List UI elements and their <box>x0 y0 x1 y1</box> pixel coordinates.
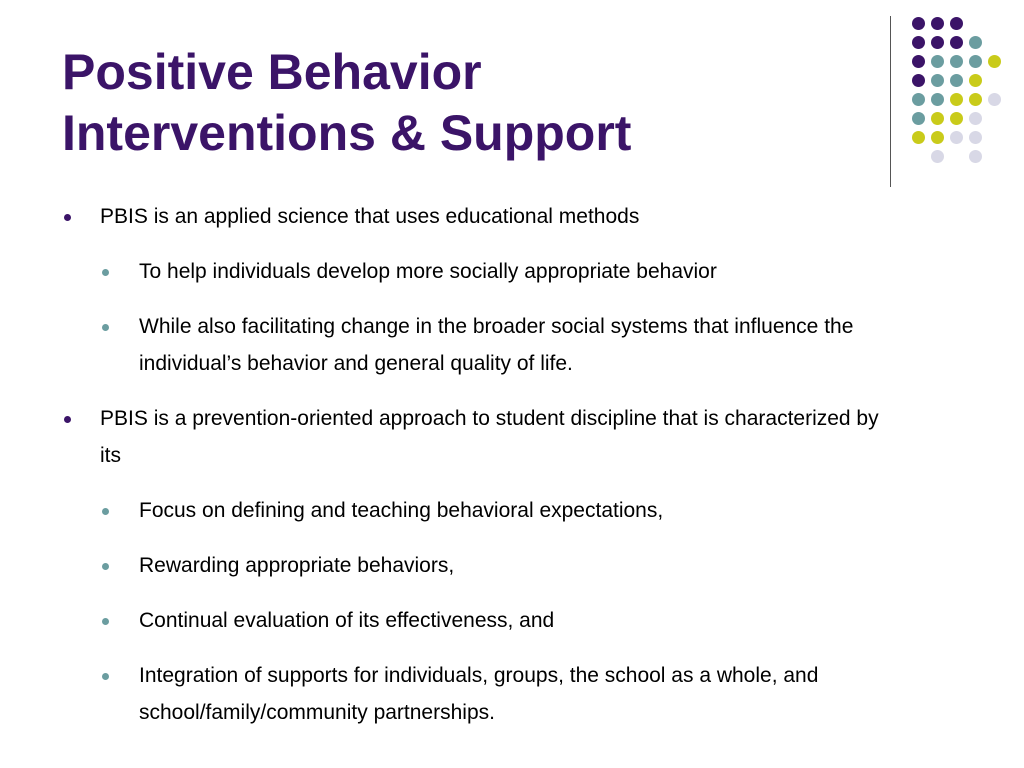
bullet-dot-icon <box>102 269 109 276</box>
decorative-dot <box>912 131 925 144</box>
sub-bullet-item <box>0 308 929 382</box>
bullet-text: PBIS is an applied science that uses educational methods <box>100 205 640 228</box>
decorative-dot <box>988 93 1001 106</box>
bullet-text: Rewarding appropriate behaviors, <box>139 554 455 577</box>
bullet-dot-icon <box>64 416 71 423</box>
decorative-dot <box>931 112 944 125</box>
decorative-dot <box>950 131 963 144</box>
sub-bullet-item <box>0 547 929 584</box>
bullet-text: PBIS is a prevention-oriented approach to student discipline that is characterized by its <box>100 407 879 467</box>
bullet-dot-icon <box>64 214 71 221</box>
bullet-text: Continual evaluation of its effectiveness, and <box>139 609 555 632</box>
slide-title-line-1: Positive Behavior <box>62 44 482 100</box>
sub-bullet-item <box>0 602 929 639</box>
decorative-dot <box>912 112 925 125</box>
decorative-dot <box>950 112 963 125</box>
bullet-dot-icon <box>102 563 109 570</box>
sub-bullet-item <box>0 657 929 731</box>
bullet-dot-icon <box>102 618 109 625</box>
decorative-dot <box>969 55 982 68</box>
decorative-dot <box>912 55 925 68</box>
decorative-dot <box>969 36 982 49</box>
slide-title <box>62 42 862 164</box>
decorative-dot <box>969 93 982 106</box>
decorative-dot <box>950 74 963 87</box>
bullet-item <box>0 198 890 235</box>
bullet-dot-icon <box>102 508 109 515</box>
decorative-dot <box>931 93 944 106</box>
decorative-dot <box>950 55 963 68</box>
decorative-dot <box>969 112 982 125</box>
decorative-dot <box>931 55 944 68</box>
slide-title-line-2: Interventions & Support <box>62 105 632 161</box>
decorative-dot <box>950 17 963 30</box>
decorative-dot <box>931 150 944 163</box>
decorative-dot <box>969 74 982 87</box>
bullet-dot-icon <box>102 324 109 331</box>
decorative-dot <box>912 17 925 30</box>
bullet-list <box>0 198 1024 749</box>
bullet-text: Integration of supports for individuals, groups, the school as a whole, and school/family/community partnerships. <box>139 664 819 724</box>
bullet-text: Focus on defining and teaching behavioral expectations, <box>139 499 664 522</box>
decorative-dot <box>912 93 925 106</box>
sub-bullet-item <box>0 492 929 529</box>
decorative-dot <box>931 17 944 30</box>
decorative-dot <box>950 36 963 49</box>
decorative-dot <box>969 131 982 144</box>
decorative-dot <box>969 150 982 163</box>
decorative-dot <box>931 74 944 87</box>
decorative-dot <box>931 131 944 144</box>
decorative-dot <box>950 93 963 106</box>
title-divider-line <box>890 16 891 187</box>
sub-bullet-item <box>0 253 929 290</box>
decorative-dot <box>912 36 925 49</box>
bullet-item <box>0 400 890 474</box>
decorative-dot <box>931 36 944 49</box>
bullet-text: To help individuals develop more socially appropriate behavior <box>139 260 717 283</box>
decorative-dot <box>912 74 925 87</box>
decorative-dot <box>988 55 1001 68</box>
bullet-text: While also facilitating change in the broader social systems that influence the individual’s behavior and general quality of life. <box>139 315 854 375</box>
bullet-dot-icon <box>102 673 109 680</box>
